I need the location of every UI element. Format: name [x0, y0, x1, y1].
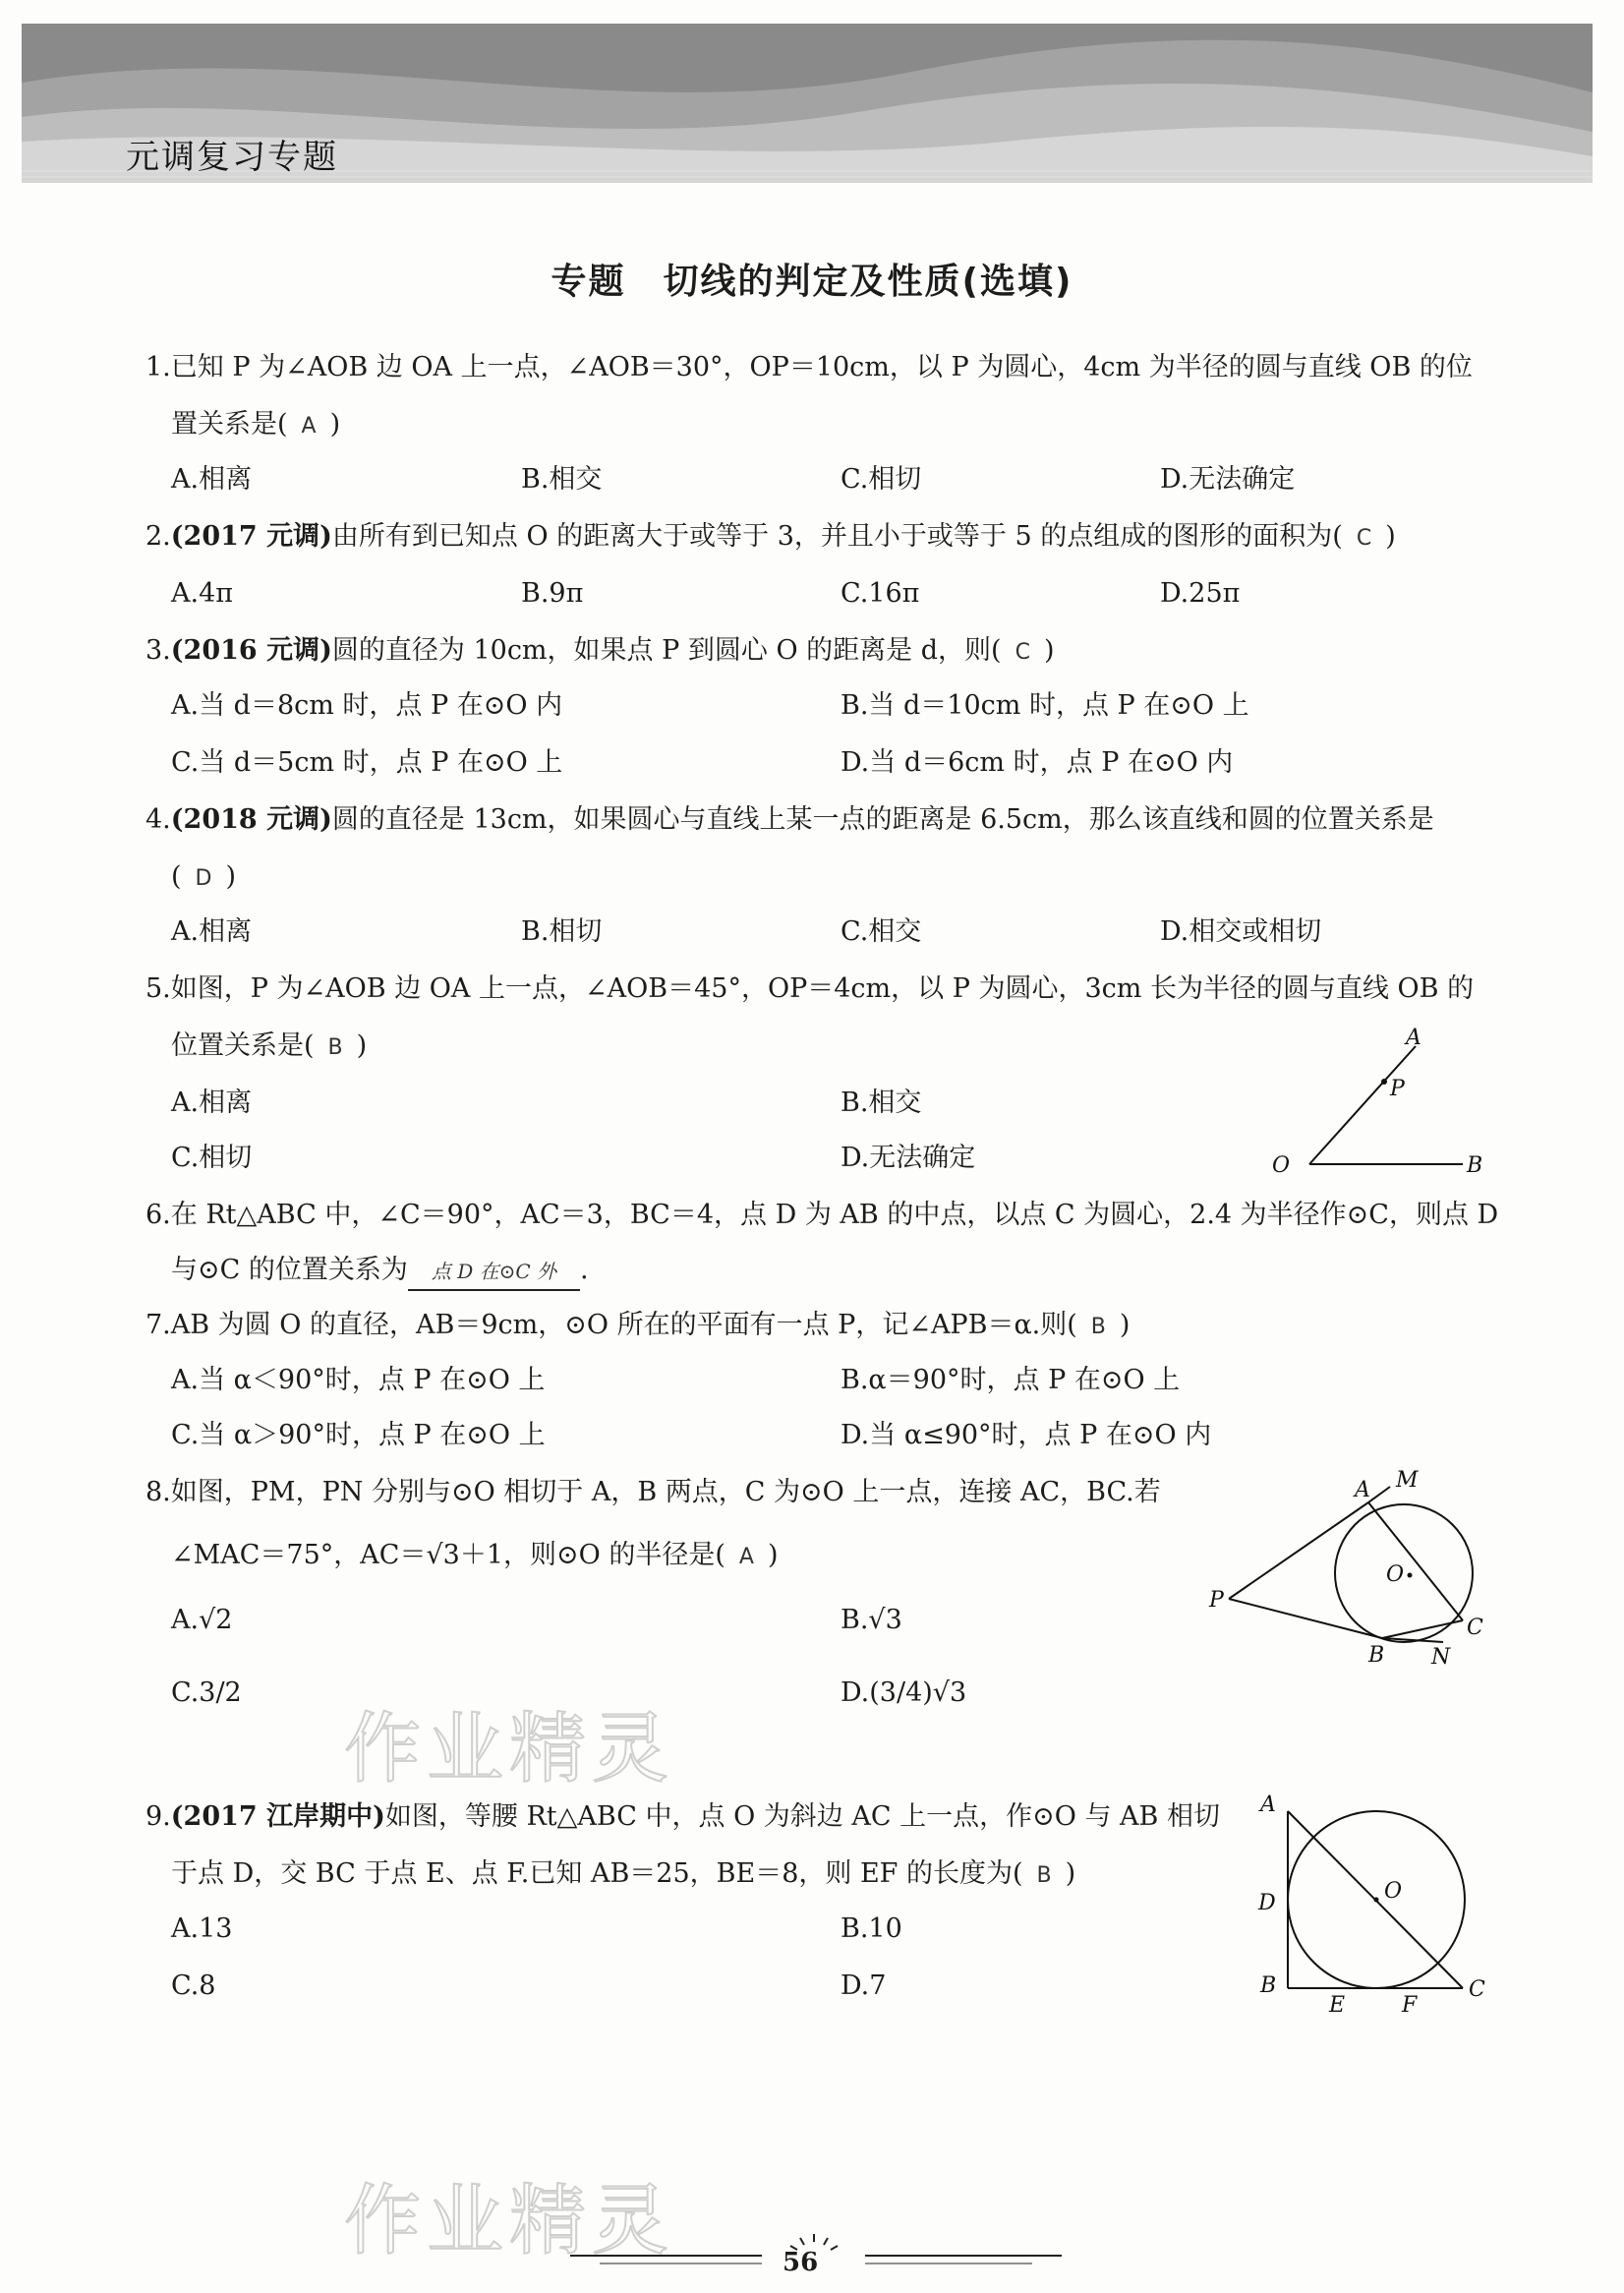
q7-option-c: C.当 α＞90°时，点 P 在⊙O 上	[171, 1420, 546, 1450]
q1-answer: A	[301, 414, 317, 439]
q9-label-d: D	[1258, 1891, 1276, 1915]
q1-option-a: A.相离	[171, 464, 253, 495]
q9-answer: B	[1036, 1863, 1052, 1888]
q5-label-o: O	[1272, 1153, 1291, 1178]
q2-option-a: A.4π	[171, 578, 234, 609]
q8-label-b: B	[1368, 1643, 1385, 1668]
q9-option-a: A.13	[171, 1913, 233, 1944]
q5-label-p: P	[1390, 1077, 1405, 1101]
q8-option-c: C.3/2	[171, 1677, 242, 1708]
q5-option-c: C.相切	[171, 1143, 253, 1173]
q8-label-a: A	[1355, 1478, 1370, 1502]
q8-text-line1: 8.如图，PM，PN 分别与⊙O 相切于 A，B 两点，C 为⊙O 上一点，连接 AC，BC.若	[145, 1477, 1161, 1507]
q3-source-tag: (2016 元调)	[170, 635, 332, 666]
q8-segment-bc	[1382, 1620, 1463, 1638]
q8-option-a: A.√2	[171, 1605, 233, 1635]
q9-source-tag: (2017 江岸期中)	[170, 1801, 385, 1832]
q9-label-o: O	[1384, 1879, 1403, 1904]
q8-text-line2: ∠MAC＝75°，AC＝√3＋1，则⊙O 的半径是( A )	[171, 1540, 779, 1570]
q9-label-f: F	[1402, 1993, 1418, 2018]
banner-title: 元调复习专题	[126, 138, 338, 177]
q7-answer: B	[1090, 1315, 1106, 1339]
q6-answer: 点 D 在⊙C 外	[408, 1254, 580, 1291]
q4-option-a: A.相离	[171, 916, 253, 947]
q6-text-line1: 6.在 Rt△ABC 中，∠C＝90°，AC＝3，BC＝4，点 D 为 AB 的中点，以点 C 为圆心，2.4 为半径作⊙C，则点 D	[145, 1200, 1499, 1230]
q9-option-c: C.8	[171, 1970, 216, 2001]
q9-text-line2: 于点 D，交 BC 于点 E、点 F.已知 AB＝25，BE＝8，则 EF 的长度为( B )	[171, 1858, 1076, 1889]
q2-source-tag: (2017 元调)	[170, 521, 332, 552]
q1-option-b: B.相交	[521, 464, 603, 495]
q5-angle-figure	[1248, 1023, 1494, 1180]
q5-option-d: D.无法确定	[841, 1143, 976, 1173]
q4-answer: D	[195, 866, 212, 891]
q6-text-line2: 与⊙C 的位置关系为 点 D 在⊙C 外 .	[171, 1253, 589, 1291]
q2-answer: C	[1356, 526, 1372, 551]
q1-option-c: C.相切	[841, 464, 922, 495]
q8-label-n: N	[1431, 1645, 1451, 1670]
q4-option-b: B.相切	[521, 916, 603, 947]
watermark-middle: 作业精灵	[344, 1705, 675, 1793]
q1-option-d: D.无法确定	[1160, 464, 1296, 495]
q5-text-line1: 5.如图，P 为∠AOB 边 OA 上一点，∠AOB＝45°，OP＝4cm，以 P 为圆心，3cm 长为半径的圆与直线 OB 的	[145, 973, 1475, 1004]
q5-point-p	[1381, 1079, 1387, 1085]
q2-option-c: C.16π	[841, 578, 920, 609]
q3-option-a: A.当 d＝8cm 时，点 P 在⊙O 内	[171, 690, 563, 721]
q5-option-a: A.相离	[171, 1088, 253, 1118]
q2-text: 2.(2017 元调)由所有到已知点 O 的距离大于或等于 3，并且小于或等于 5 的点组成的图形的面积为( C )	[145, 521, 1396, 552]
q5-answer: B	[327, 1035, 343, 1060]
q9-option-d: D.7	[841, 1970, 887, 2001]
q5-label-b: B	[1467, 1153, 1483, 1178]
q8-option-d: D.(3/4)√3	[841, 1677, 967, 1708]
q1-text-line1: 1.已知 P 为∠AOB 边 OA 上一点，∠AOB＝30°，OP＝10cm，以 P 为圆心，4cm 为半径的圆与直线 OB 的位	[145, 352, 1473, 382]
q9-label-b: B	[1260, 1973, 1277, 1998]
q4-answer-line: ( D )	[171, 861, 237, 892]
q9-triangle-circle-figure	[1239, 1790, 1504, 2026]
q8-tangent-figure	[1199, 1465, 1494, 1672]
q5-text-line2: 位置关系是( B )	[171, 1030, 368, 1061]
q9-label-c: C	[1469, 1977, 1485, 2002]
q3-option-b: B.当 d＝10cm 时，点 P 在⊙O 上	[841, 690, 1249, 721]
q7-text: 7.AB 为圆 O 的直径，AB＝9cm，⊙O 所在的平面有一点 P，记∠APB＝α.则( B )	[145, 1310, 1131, 1340]
q8-label-o: O	[1386, 1562, 1405, 1587]
q1-text-line2: 置关系是( A )	[171, 409, 341, 440]
q9-text-line1: 9.(2017 江岸期中)如图，等腰 Rt△ABC 中，点 O 为斜边 AC 上一点，作⊙O 与 AB 相切	[145, 1801, 1220, 1832]
q5-ray-oa	[1309, 1046, 1416, 1164]
q9-option-b: B.10	[841, 1913, 902, 1944]
q7-option-a: A.当 α＜90°时，点 P 在⊙O 上	[171, 1365, 546, 1395]
watermark-bottom: 作业精灵	[344, 2177, 675, 2265]
q3-option-c: C.当 d＝5cm 时，点 P 在⊙O 上	[171, 747, 563, 778]
q4-option-d: D.相交或相切	[1160, 916, 1322, 947]
q8-answer: A	[738, 1545, 754, 1569]
q8-label-p: P	[1209, 1588, 1224, 1613]
page-number: 56	[783, 2248, 819, 2277]
q7-option-d: D.当 α≤90°时，点 P 在⊙O 内	[841, 1420, 1212, 1450]
q2-option-d: D.25π	[1160, 578, 1241, 609]
q4-source-tag: (2018 元调)	[170, 804, 332, 835]
page-title: 专题 切线的判定及性质(选填)	[551, 262, 1073, 302]
q4-text: 4.(2018 元调)圆的直径是 13cm，如果圆心与直线上某一点的距离是 6.5cm，那么该直线和圆的位置关系是	[145, 804, 1434, 835]
q8-tangent-pn	[1229, 1599, 1382, 1638]
q3-option-d: D.当 d＝6cm 时，点 P 在⊙O 内	[841, 747, 1234, 778]
q8-label-c: C	[1467, 1616, 1483, 1640]
q5-option-b: B.相交	[841, 1088, 922, 1118]
q9-label-e: E	[1329, 1993, 1346, 2018]
q9-label-a: A	[1260, 1793, 1276, 1817]
q7-option-b: B.α＝90°时，点 P 在⊙O 上	[841, 1365, 1181, 1395]
q8-label-m: M	[1396, 1468, 1419, 1493]
q4-option-c: C.相交	[841, 916, 922, 947]
q3-text: 3.(2016 元调)圆的直径为 10cm，如果点 P 到圆心 O 的距离是 d，则( C )	[145, 635, 1055, 666]
q2-option-b: B.9π	[521, 578, 584, 609]
q5-label-a: A	[1406, 1026, 1421, 1050]
q8-tangent-pm	[1229, 1502, 1368, 1599]
q3-answer: C	[1015, 640, 1030, 665]
q8-option-b: B.√3	[841, 1605, 902, 1635]
